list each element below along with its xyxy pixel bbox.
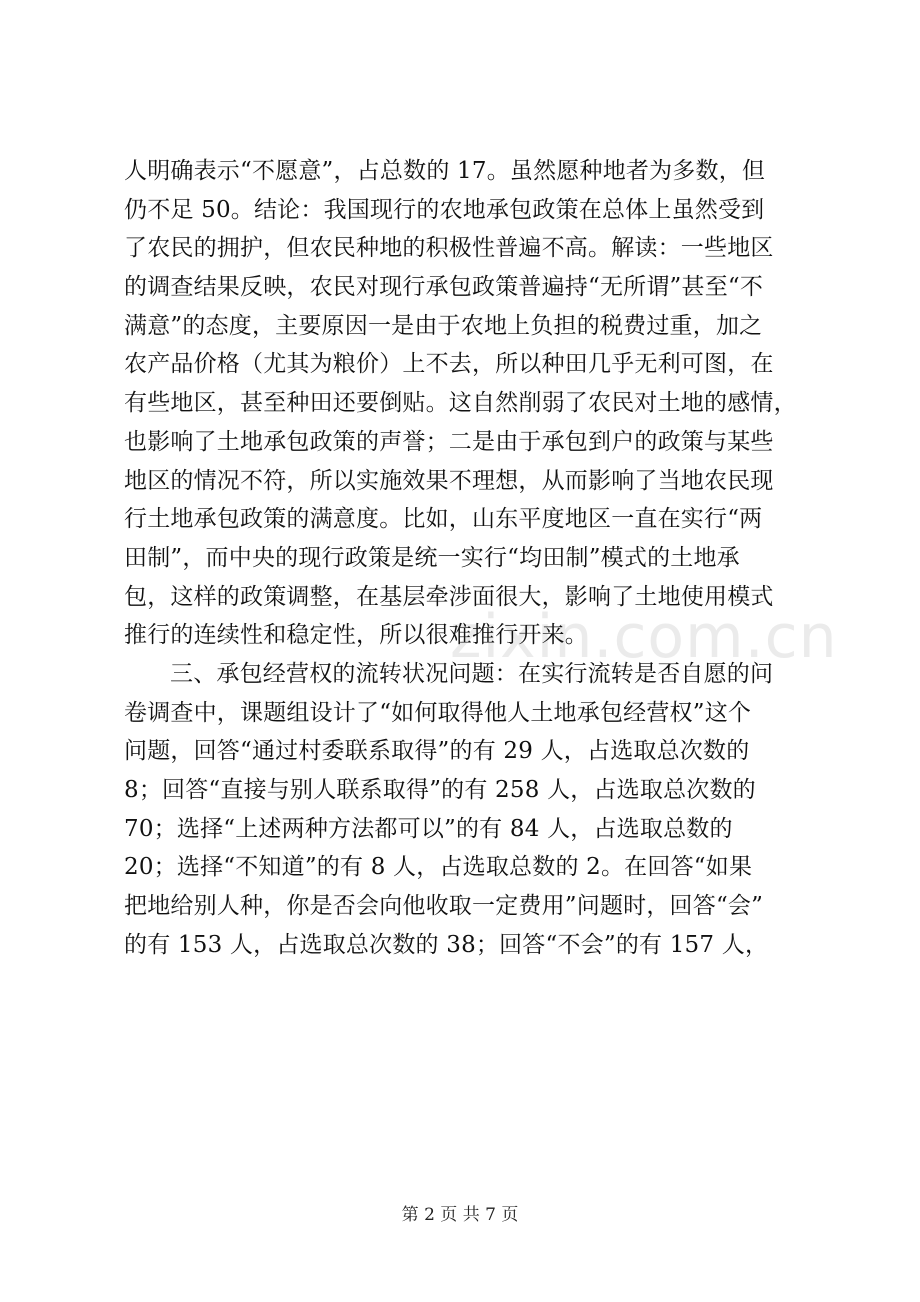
- text-line: 20；选择“不知道”的有 8 人，占选取总数的 2。在回答“如果: [124, 854, 753, 881]
- text-line: 地区的情况不符，所以实施效果不理想，从而影响了当地农民现: [124, 467, 774, 494]
- text-line: 田制”，而中央的现行政策是统一实行“均田制”模式的土地承: [124, 544, 740, 571]
- text-line: 70；选择“上述两种方法都可以”的有 84 人，占选取总数的: [124, 815, 733, 842]
- text-line-section-start: 三、承包经营权的流转状况问题：在实行流转是否自愿的问: [170, 660, 774, 687]
- body-text: [124, 152, 814, 964]
- page-footer: 第 2 页 共 7 页: [401, 1205, 519, 1225]
- text-line: 把地给别人种，你是否会向他收取一定费用”问题时，回答“会”: [124, 893, 764, 920]
- text-line: 推行的连续性和稳定性，所以很难推行开来。: [124, 622, 588, 649]
- text-line: 农产品价格（尤其为粮价）上不去，所以种田几乎无利可图，在: [124, 351, 774, 378]
- text-line: 仍不足 50。结论：我国现行的农地承包政策在总体上虽然受到: [124, 196, 765, 223]
- text-line: 8；回答“直接与别人联系取得”的有 258 人，占选取总次数的: [124, 777, 756, 803]
- text-line: 满意”的态度，主要原因一是由于农地上负担的税费过重，加之: [124, 312, 763, 339]
- text-line: 的调查结果反映，农民对现行承包政策普遍持“无所谓”甚至“不: [124, 274, 764, 301]
- text-line: 了农民的拥护，但农民种地的积极性普遍不高。解读：一些地区: [124, 235, 774, 262]
- text-line: 包，这样的政策调整，在基层牵涉面很大，影响了土地使用模式: [124, 583, 774, 610]
- text-line: 人明确表示“不愿意”，占总数的 17。虽然愿种地者为多数，但: [124, 158, 766, 184]
- watermark: zixin.com.cn: [450, 602, 838, 672]
- text-line: 行土地承包政策的满意度。比如，山东平度地区一直在实行“两: [124, 506, 763, 533]
- text-line: 问题，回答“通过村委联系取得”的有 29 人，占选取总次数的: [124, 738, 750, 765]
- text-line: 的有 153 人，占选取总次数的 38；回答“不会”的有 157 人，: [124, 931, 769, 958]
- text-line: 也影响了土地承包政策的声誉；二是由于承包到户的政策与某些: [124, 428, 774, 455]
- text-line: 有些地区，甚至种田还要倒贴。这自然削弱了农民对土地的感情，: [124, 390, 797, 417]
- text-line: 卷调查中，课题组设计了“如何取得他人土地承包经营权”这个: [124, 699, 752, 726]
